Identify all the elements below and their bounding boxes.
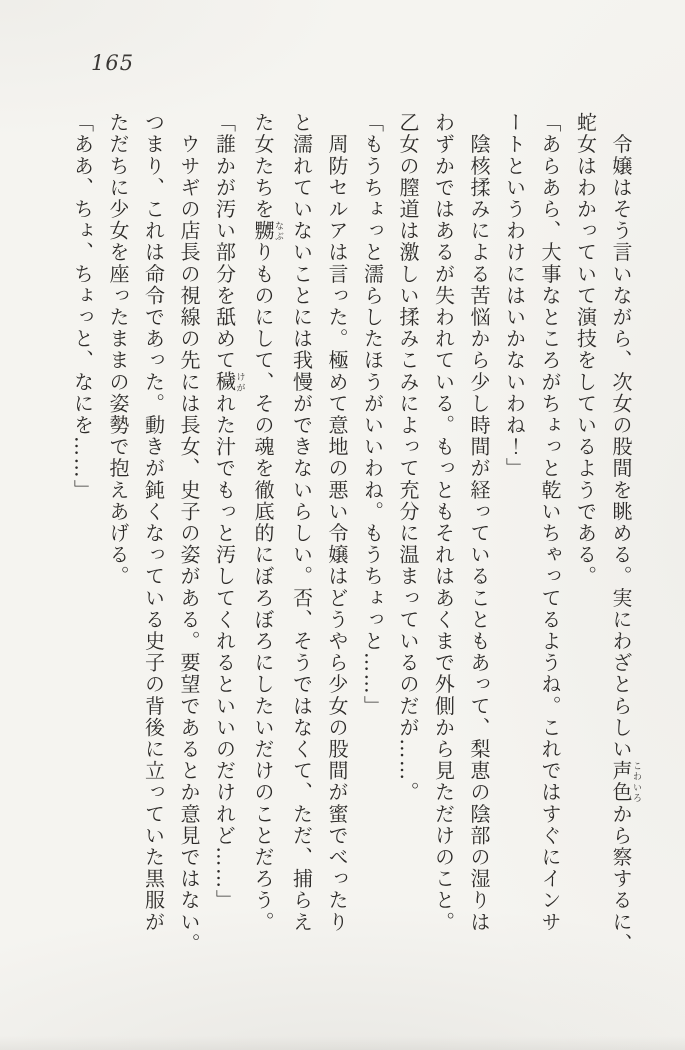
text-column-2: 蛇女はわかっていて演技をしているようである。: [573, 112, 598, 588]
furigana-term: 嬲なぶ: [251, 220, 283, 242]
text-column-15: ただちに少女を座ったままの姿勢で抱えあげる。: [106, 112, 130, 588]
text-block: [64, 112, 641, 994]
furigana-term: 声色こわいろ: [609, 760, 641, 804]
text-column-5: 陰核揉みによる苦悩から少し時間が経っていることもあって、梨恵の陰部の湿りは: [467, 112, 491, 933]
text-column-3: 「あらあら、大事なところがちょっと乾いちゃってるようね。これではすぐにインサ: [538, 112, 562, 933]
text-column-10: と濡れていないことには我慢ができないらしい。否、そうではなくて、ただ、捕らえ: [289, 112, 314, 933]
text-column-1: 令嬢はそう言いながら、次女の股間を眺める。実にわざとらしい声色こわいろから察するに、: [609, 112, 641, 955]
text-column-8: 「もうちょっと濡らしたほうがいいわね。もうちょっと……」: [360, 112, 385, 717]
text-column-12: 「誰かが汚い部分を舐めて穢けがれた汁でもっと汚してくれるといいのだけれど……」: [212, 112, 245, 912]
text-column-13: ウサギの店長の視線の先には長女、史子の姿がある。要望であるとか意見ではない。: [177, 112, 201, 955]
text-column-6: わずかではあるが失われている。もっともそれはあくまで外側から見ただけのこと。: [431, 112, 456, 933]
page-number: 165: [91, 51, 135, 75]
text-column-9: 周防セルアは言った。極めて意地の悪い令嬢はどうやら少女の股間が蜜でべったり: [325, 112, 349, 933]
text-column-7: 乙女の膣道は激しい揉みこみによって充分に温まっているのだが……。: [396, 112, 420, 804]
text-column-14: つまり、これは命令であった。動きが鈍くなっている史子の背後に立っていた黒服が: [141, 112, 166, 933]
text-column-11: た女たちを嬲なぶりものにして、その魂を徹底的にぼろぼろにしたいだけのことだろう。: [251, 112, 283, 933]
text-column-16: 「ああ、ちょ、ちょっと、なにを……」: [70, 112, 95, 501]
text-column-4: ートというわけにはいかないわね！」: [502, 112, 527, 480]
furigana-term: 穢けが: [212, 371, 245, 393]
